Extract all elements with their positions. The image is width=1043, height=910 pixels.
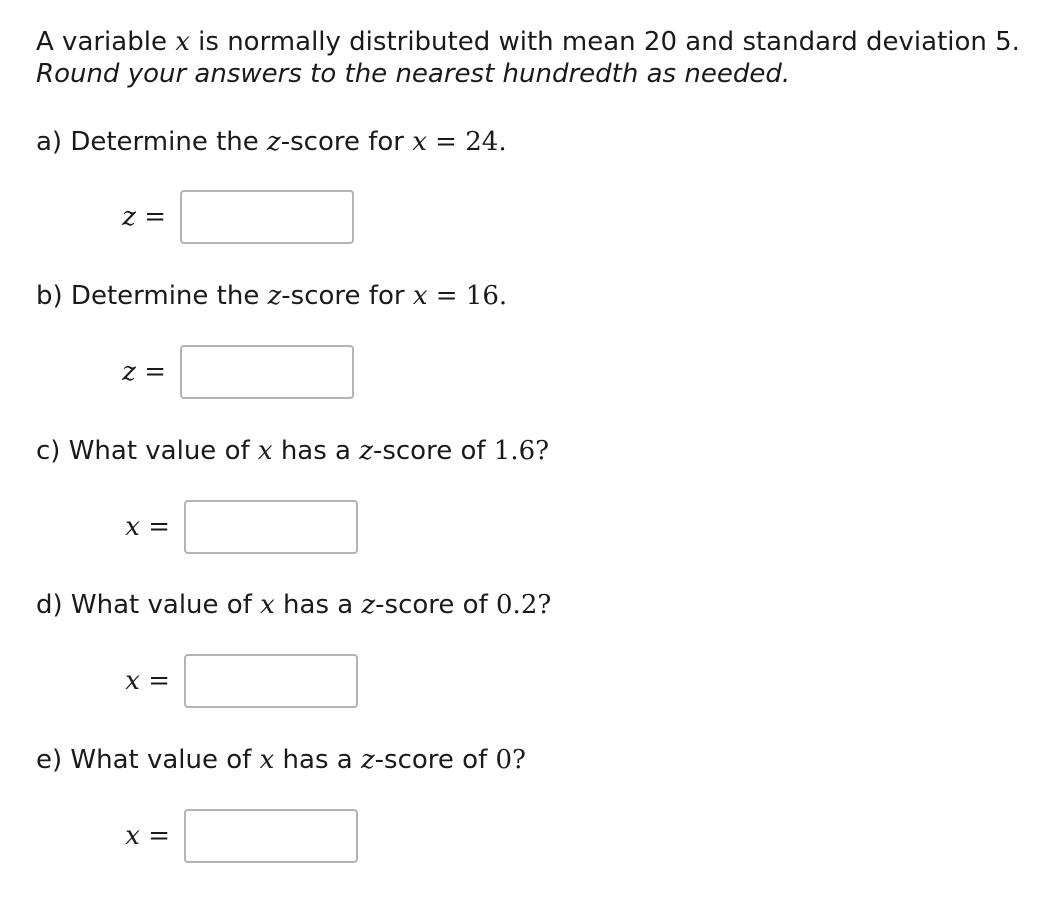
rounding-instruction: Round your answers to the nearest hundredth as needed. (36, 59, 791, 89)
question-text: has a (272, 436, 360, 466)
intro-variable: x (175, 27, 190, 57)
answer-box-d (184, 654, 358, 708)
question-text: What value of (70, 590, 261, 620)
answer-input-b[interactable] (182, 347, 352, 397)
question-text: has a (274, 745, 361, 775)
x-variable: x (259, 745, 275, 775)
answer-row-e (104, 807, 358, 865)
question-c (36, 435, 549, 467)
answer-box-a (180, 190, 354, 244)
answer-label (100, 202, 166, 232)
answer-input-d[interactable] (186, 656, 356, 706)
x-value: 16 (465, 281, 499, 311)
z-value: 0 (495, 745, 513, 775)
z-variable: z (267, 127, 281, 157)
question-text: What value of (70, 745, 260, 775)
question-letter: e) (36, 745, 71, 775)
answer-row-b (100, 343, 354, 401)
answer-label (104, 512, 170, 542)
x-variable: x (257, 436, 273, 466)
answer-variable: x (125, 821, 140, 851)
question-letter: a) (36, 127, 71, 157)
question-letter: d) (36, 590, 71, 620)
question-b (36, 280, 507, 312)
question-end: ? (512, 745, 526, 775)
x-variable: x (260, 590, 275, 620)
answer-box-e (184, 809, 358, 863)
problem-statement (36, 26, 1020, 90)
answer-variable: z (122, 357, 136, 387)
question-end: ? (535, 436, 550, 466)
answer-input-a[interactable] (182, 192, 352, 242)
answer-equals: = (135, 357, 166, 387)
question-text: Determine the (70, 127, 268, 157)
z-variable: z (267, 281, 282, 311)
question-text: -score of (374, 745, 496, 775)
answer-equals: = (139, 821, 170, 851)
answer-row-d (104, 652, 358, 710)
z-variable: z (360, 745, 375, 775)
answer-variable: z (122, 202, 136, 232)
intro-text-a: A variable (36, 27, 176, 57)
question-d (36, 589, 551, 621)
question-text: -score for (281, 281, 413, 311)
answer-label (100, 357, 166, 387)
question-text: What value of (68, 436, 258, 466)
question-end: . (498, 281, 508, 311)
question-end: . (498, 127, 507, 157)
question-end: ? (537, 590, 552, 620)
answer-variable: x (125, 512, 140, 542)
question-e (36, 744, 526, 776)
answer-row-c (104, 498, 358, 556)
answer-input-c[interactable] (186, 502, 356, 552)
answer-row-a (100, 188, 354, 246)
z-variable: z (361, 590, 376, 620)
answer-equals: = (139, 666, 170, 696)
answer-box-b (180, 345, 354, 399)
answer-label (104, 821, 170, 851)
question-letter: c) (36, 436, 69, 466)
equals-sign: = (426, 127, 466, 157)
problem-line-1 (36, 26, 1020, 58)
answer-equals: = (135, 202, 166, 232)
answer-input-e[interactable] (186, 811, 356, 861)
question-text: -score of (372, 436, 494, 466)
answer-variable: x (125, 666, 140, 696)
x-variable: x (412, 281, 428, 311)
z-variable: z (359, 436, 373, 466)
intro-text-b: is normally distributed with mean 20 and standard deviation 5. (189, 27, 1020, 57)
question-letter: b) (36, 281, 71, 311)
question-text: Determine the (70, 281, 268, 311)
x-variable: x (412, 127, 427, 157)
equals-sign: = (427, 281, 466, 311)
answer-label (104, 666, 170, 696)
z-value: 0.2 (496, 590, 538, 620)
x-value: 24 (465, 127, 499, 157)
z-value: 1.6 (493, 436, 536, 466)
question-text: -score for (280, 127, 413, 157)
question-text: has a (274, 590, 362, 620)
question-text: -score of (375, 590, 497, 620)
question-a (36, 126, 507, 158)
answer-equals: = (139, 512, 170, 542)
answer-box-c (184, 500, 358, 554)
